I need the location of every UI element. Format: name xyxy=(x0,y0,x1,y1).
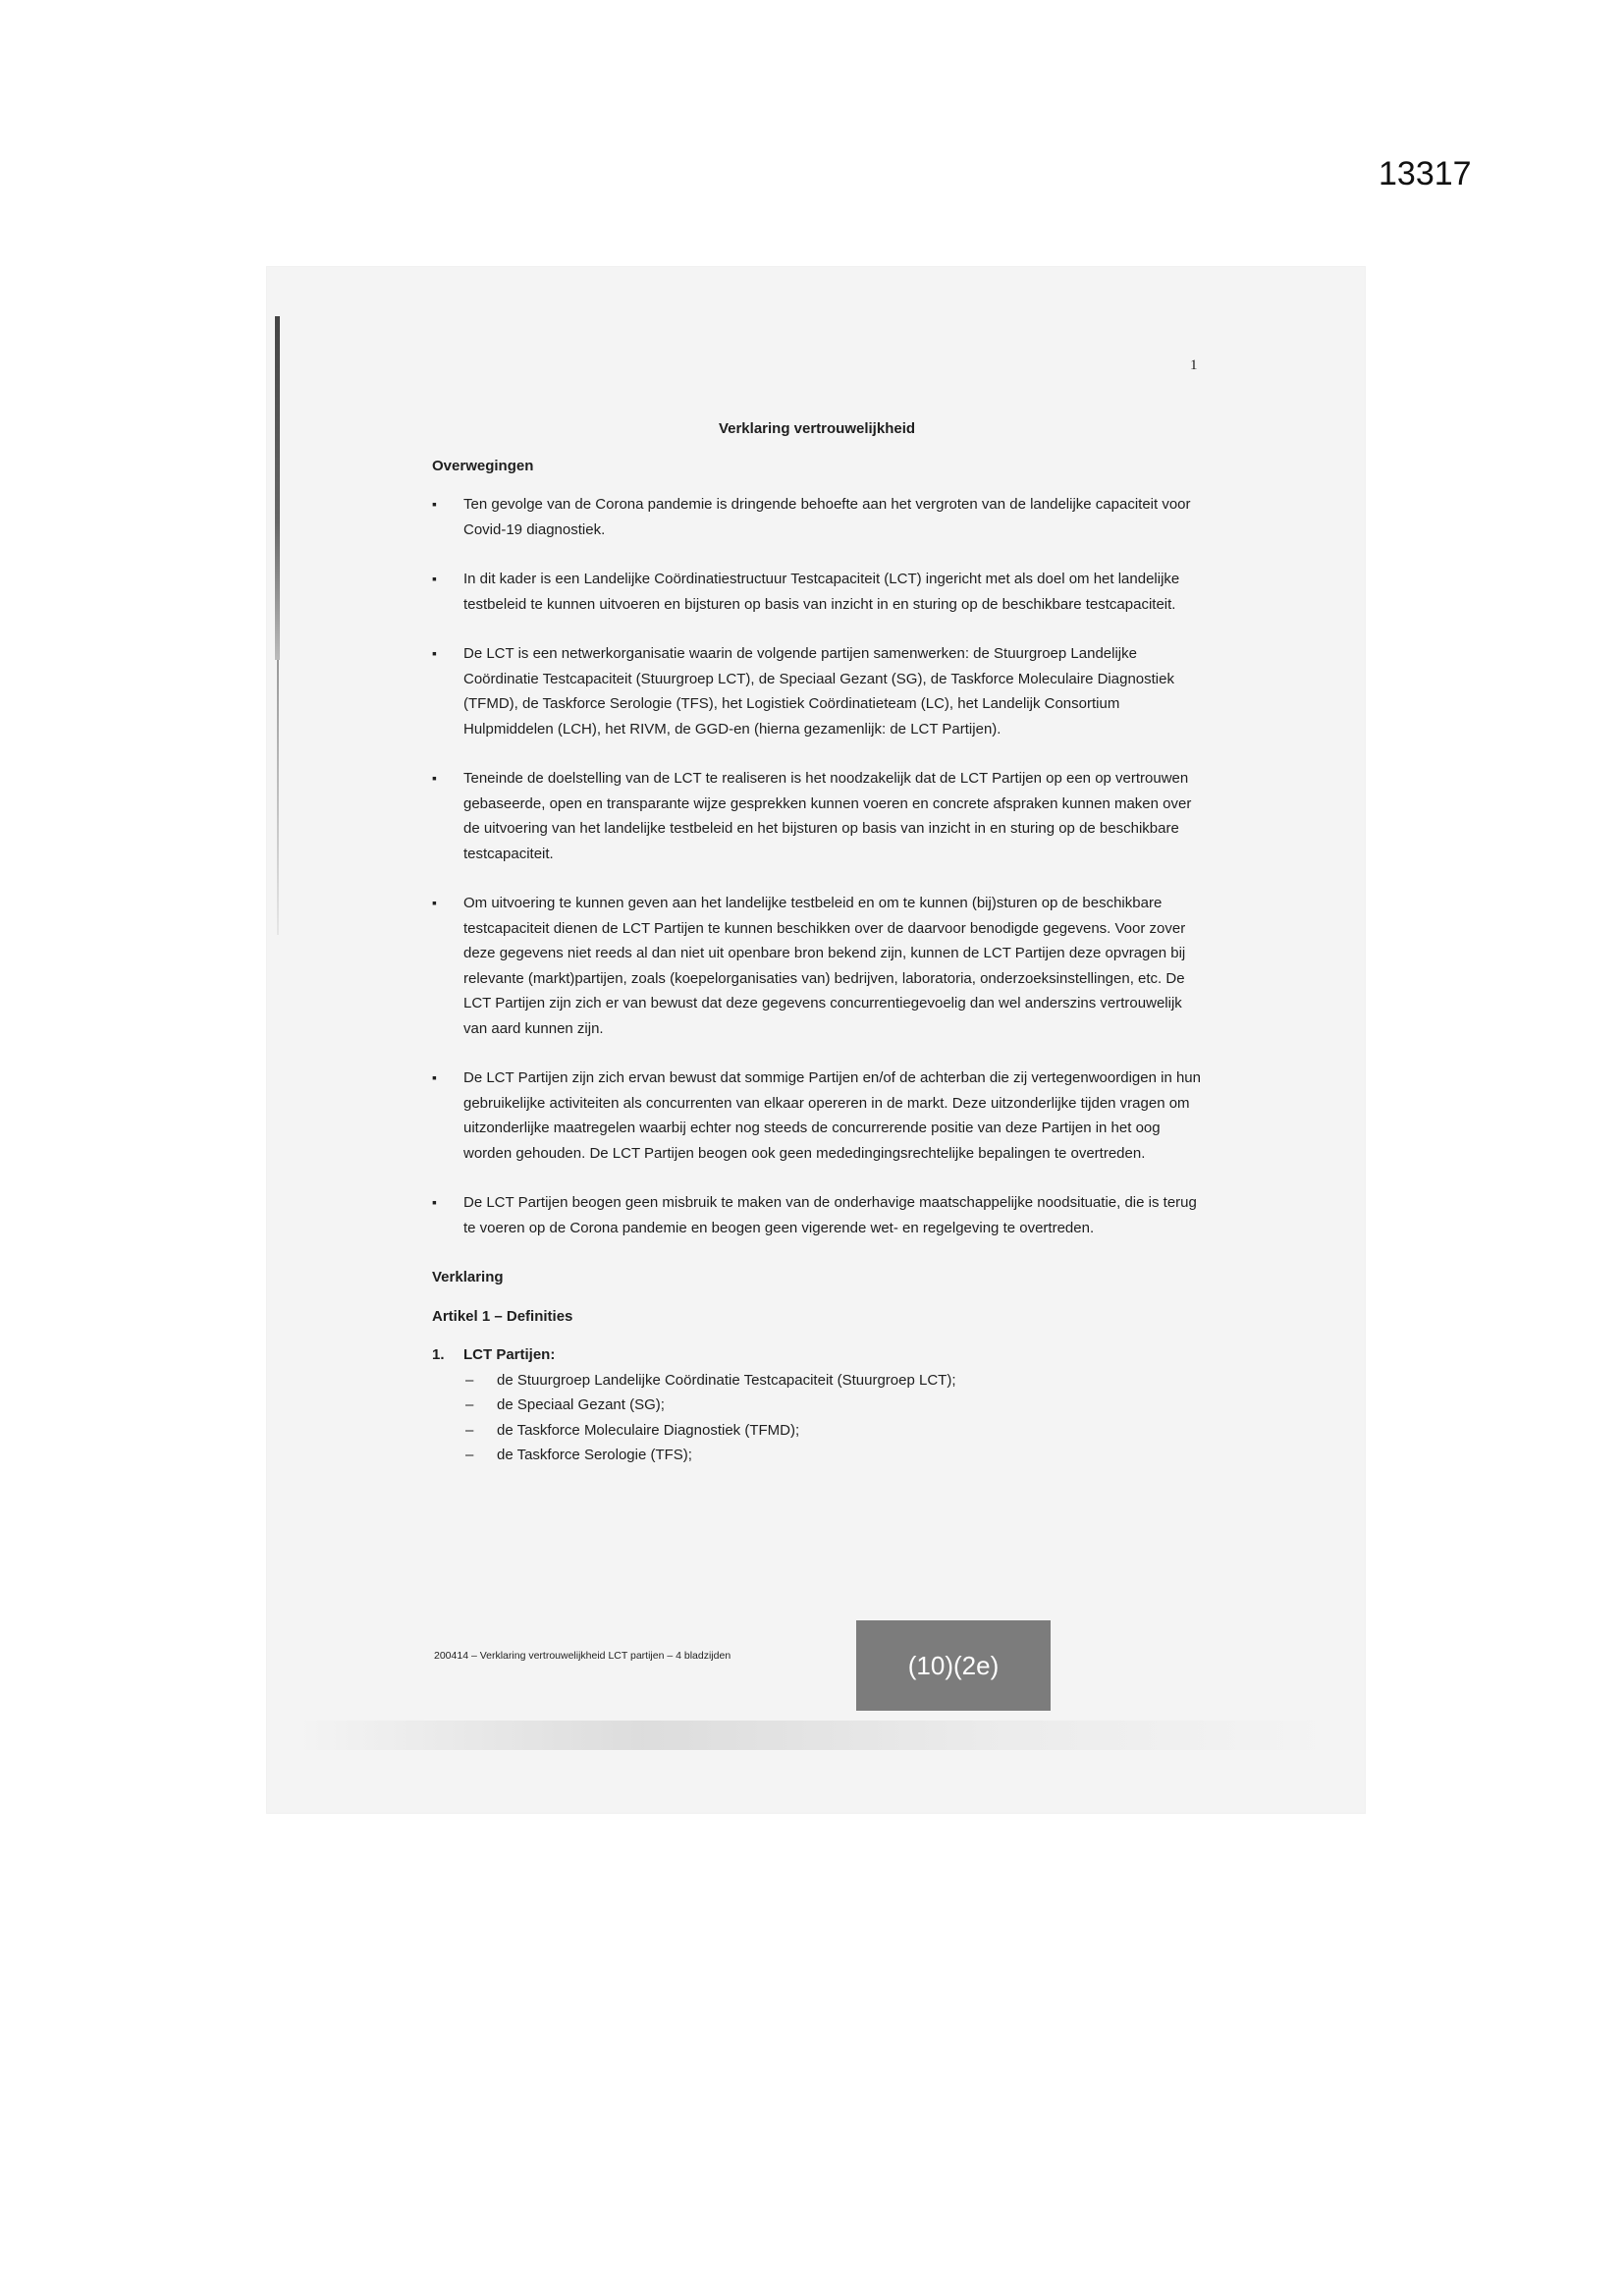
consideration-item xyxy=(432,766,1202,866)
scan-footer-noise xyxy=(297,1721,1335,1750)
scan-edge-shadow xyxy=(275,316,280,660)
considerations-heading: Overwegingen xyxy=(432,457,534,474)
dash-icon: – xyxy=(465,1396,474,1413)
document-title: Verklaring vertrouwelijkheid xyxy=(718,420,916,437)
consideration-item xyxy=(432,492,1202,542)
consideration-text: Ten gevolge van de Corona pandemie is dringende behoefte aan het vergroten van de landelijke capaciteit voor Covid-19 diagnostiek. xyxy=(463,496,1191,538)
scan-edge-shadow-lower xyxy=(277,660,279,935)
definition-number: 1. xyxy=(432,1346,445,1363)
consideration-item xyxy=(432,641,1202,741)
consideration-text: Teneinde de doelstelling van de LCT te realiseren is het noodzakelijk dat de LCT Partijen op een op vertrouwen gebaseerde, open en transparante wijze gesprekken kunnen voeren en concrete afspraken kunnen maken over de uitvoering van het landelijke testbeleid en het bijsturen op basis van inzicht in en sturing op de beschikbare testcapaciteit. xyxy=(463,770,1192,862)
dash-icon: – xyxy=(465,1447,474,1463)
page-number: 1 xyxy=(1190,357,1198,373)
definition-label: LCT Partijen: xyxy=(463,1346,556,1363)
party-item xyxy=(463,1393,1202,1418)
bullet-icon: ▪ xyxy=(432,770,437,786)
definition-item xyxy=(432,1342,1202,1468)
party-item xyxy=(463,1418,1202,1444)
document-footer: 200414 – Verklaring vertrouwelijkheid LCT partijen – 4 bladzijden xyxy=(434,1650,731,1662)
consideration-item xyxy=(432,567,1202,617)
party-item xyxy=(463,1443,1202,1468)
bullet-icon: ▪ xyxy=(432,645,437,661)
consideration-item xyxy=(432,1066,1202,1166)
bullet-icon: ▪ xyxy=(432,1194,437,1210)
consideration-item xyxy=(432,891,1202,1041)
party-text: de Speciaal Gezant (SG); xyxy=(497,1396,665,1413)
document-body xyxy=(432,416,1202,1468)
party-text: de Stuurgroep Landelijke Coördinatie Testcapaciteit (Stuurgroep LCT); xyxy=(497,1371,956,1389)
consideration-item xyxy=(432,1190,1202,1240)
consideration-text: De LCT Partijen beogen geen misbruik te maken van de onderhavige maatschappelijke noodsituatie, die is terug te voeren op de Corona pandemie en beogen geen vigerende wet- en regelgeving te overtreden. xyxy=(463,1194,1197,1236)
consideration-text: De LCT is een netwerkorganisatie waarin de volgende partijen samenwerken: de Stuurgroep Landelijke Coördinatie Testcapaciteit (Stuurgroep LCT), de Speciaal Gezant (SG), de Taskforce Moleculaire Diagnostiek (TFMD), de Taskforce Serologie (TFS), het Logistiek Coördinatieteam (LC), het Landelijk Consortium Hulpmiddelen (LCH), het RIVM, de GGD-en (hierna gezamenlijk: de LCT Partijen). xyxy=(463,645,1174,738)
party-text: de Taskforce Moleculaire Diagnostiek (TFMD); xyxy=(497,1421,800,1439)
bullet-icon: ▪ xyxy=(432,496,437,512)
parties-list xyxy=(463,1368,1202,1468)
bullet-icon: ▪ xyxy=(432,895,437,910)
dash-icon: – xyxy=(465,1421,474,1439)
party-item xyxy=(463,1368,1202,1394)
dash-icon: – xyxy=(465,1371,474,1389)
redaction-label: (10)(2e) xyxy=(907,1650,1000,1680)
consideration-text: Om uitvoering te kunnen geven aan het landelijke testbeleid en om te kunnen (bij)sturen op de beschikbare testcapaciteit dienen de LCT Partijen te kunnen beschikken over de daarvoor benodigde gegevens. Voor zover deze gegevens niet reeds al dan niet uit openbare bron bekend zijn, kunnen de LCT Partijen deze opvragen bij relevante (markt)partijen, zoals (koepelorganisaties van) bedrijven, laboratoria, onderzoeksinstellingen, etc. De LCT Partijen zijn zich er van bewust dat deze gegevens concurrentiegevoelig dan wel anderszins vertrouwelijk van aard kunnen zijn. xyxy=(463,895,1186,1037)
consideration-text: In dit kader is een Landelijke Coördinatiestructuur Testcapaciteit (LCT) ingericht met als doel om het landelijke testbeleid te kunnen uitvoeren en bijsturen op basis van inzicht in en sturing op de beschikbare testcapaciteit. xyxy=(463,571,1180,613)
document-number: 13317 xyxy=(1379,155,1472,192)
consideration-text: De LCT Partijen zijn zich ervan bewust dat sommige Partijen en/of de achterban die zij vertegenwoordigen in hun gebruikelijke activiteiten als concurrenten van elkaar opereren in de markt. Deze uitzonderlijke tijden vragen om uitzonderlijke maatregelen waarbij echter nog steeds de concurrerende positie van deze Partijen in het oog worden gehouden. De LCT Partijen beogen ook geen mededingingsrechtelijke bepalingen te overtreden. xyxy=(463,1069,1201,1162)
verklaring-heading: Verklaring xyxy=(432,1269,504,1285)
bullet-icon: ▪ xyxy=(432,571,437,586)
party-text: de Taskforce Serologie (TFS); xyxy=(497,1447,692,1463)
considerations-list xyxy=(432,492,1202,1240)
redaction-box xyxy=(856,1620,1051,1711)
article-heading: Artikel 1 – Definities xyxy=(432,1307,573,1325)
bullet-icon: ▪ xyxy=(432,1069,437,1085)
